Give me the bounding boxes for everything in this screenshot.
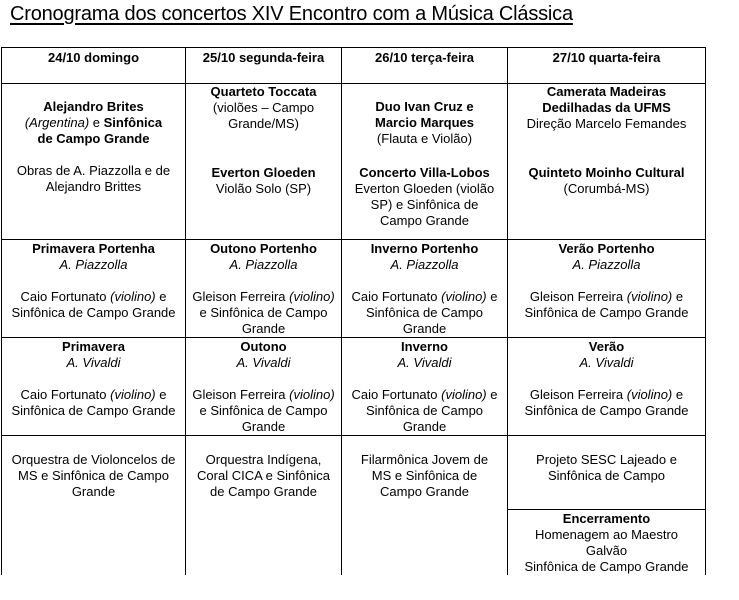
vivaldi-row xyxy=(2,338,706,436)
piece-title: Inverno Portenho xyxy=(370,241,479,256)
concert-cell: Orquestra Indígena, Coral CICA e Sinfônica de Campo Grande xyxy=(186,436,342,576)
performer-desc: (Corumbá-MS) xyxy=(563,180,650,196)
performer-name: Duo Ivan Cruz e Marcio Marques xyxy=(375,99,474,130)
concert-cell: Alejandro Brites (Argentina) e Sinfônica de Campo Grande Obras de A. Piazzolla e de Alejandro Brittes xyxy=(2,84,186,240)
piece-title: Outono Portenho xyxy=(210,241,317,256)
piece-title: Primavera Portenha xyxy=(32,241,155,256)
concert-cell: Projeto SESC Lajeado e Sinfônica de Campo xyxy=(508,436,706,510)
performer-origin: (Argentina) xyxy=(24,115,90,130)
day-header: 24/10 domingo xyxy=(2,48,186,84)
performer-name: Concerto Villa-Lobos xyxy=(359,164,490,180)
performer-name: Alejandro Brites xyxy=(43,99,144,114)
concert-cell xyxy=(342,161,508,240)
composer: A. Vivaldi xyxy=(236,355,291,370)
performer-desc: (violões – Campo Grande/MS) xyxy=(212,100,315,131)
performer-desc: Everton Gloeden (violão SP) e Sinfônica de Campo Grande xyxy=(354,180,495,228)
piece-title: Verão Portenho xyxy=(558,241,655,256)
closing-cell xyxy=(508,510,706,576)
closing-orchestra: Sinfônica de Campo Grande xyxy=(524,559,689,574)
closing-tribute: Homenagem ao Maestro Galvão xyxy=(534,527,679,558)
piece-title: Outono xyxy=(240,339,287,354)
day-header: 26/10 terça-feira xyxy=(342,48,508,84)
composer: A. Piazzolla xyxy=(390,257,459,272)
performer-name: Quarteto Toccata xyxy=(210,84,317,99)
piece-title: Primavera xyxy=(62,339,125,354)
concert-cell xyxy=(508,84,706,161)
partner-name-cont: de Campo Grande xyxy=(37,131,150,146)
concert-cell xyxy=(186,338,342,436)
composer: A. Piazzolla xyxy=(59,257,128,272)
day-header: 27/10 quarta-feira xyxy=(508,48,706,84)
piazzolla-row xyxy=(2,240,706,338)
concert-cell xyxy=(186,161,342,240)
performers: Caio Fortunato (violino) e Sinfônica de Campo Grande xyxy=(351,387,498,434)
performer-desc: Direção Marcelo Femandes xyxy=(526,116,687,131)
concert-cell xyxy=(2,338,186,436)
composer: A. Piazzolla xyxy=(229,257,298,272)
composer: A. Piazzolla xyxy=(572,257,641,272)
program-desc: Obras de A. Piazzolla e de Alejandro Brittes xyxy=(16,163,171,194)
concert-cell: Orquestra de Violoncelos de MS e Sinfônica de Campo Grande xyxy=(2,436,186,576)
composer: A. Vivaldi xyxy=(579,355,634,370)
piece-title: Verão xyxy=(588,339,625,354)
partner-name: Sinfônica xyxy=(103,115,163,130)
concert-cell xyxy=(186,84,342,161)
performers: Gleison Ferreira (violino) e Sinfônica de Campo Grande xyxy=(524,289,689,320)
piece-title: Inverno xyxy=(401,339,448,354)
performers: Gleison Ferreira (violino) e Sinfônica de Campo Grande xyxy=(192,387,335,434)
day-header: 25/10 segunda-feira xyxy=(186,48,342,84)
concert-cell xyxy=(342,84,508,161)
schedule-table xyxy=(1,47,706,575)
performer-desc: (Flauta e Violão) xyxy=(376,131,473,146)
concert-cell: Filarmônica Jovem de MS e Sinfônica de Campo Grande xyxy=(342,436,508,576)
concert-cell xyxy=(508,161,706,240)
concert-cell xyxy=(508,240,706,338)
concert-cell xyxy=(508,338,706,436)
performers: Caio Fortunato (violino) e Sinfônica de Campo Grande xyxy=(11,387,176,418)
final-row xyxy=(2,436,706,510)
performers: Caio Fortunato (violino) e Sinfônica de Campo Grande xyxy=(351,289,498,336)
performer-desc: Violão Solo (SP) xyxy=(215,180,312,196)
performer-name: Everton Gloeden xyxy=(211,164,316,180)
page-title: Cronograma dos concertos XIV Encontro com a Música Clássica xyxy=(10,3,573,25)
closing-title: Encerramento xyxy=(562,511,651,526)
composer: A. Vivaldi xyxy=(397,355,452,370)
performers: Caio Fortunato (violino) e Sinfônica de Campo Grande xyxy=(11,289,176,320)
performers: Gleison Ferreira (violino) e Sinfônica de Campo Grande xyxy=(524,387,689,418)
performer-name: Camerata Madeiras Dedilhadas da UFMS xyxy=(542,84,671,115)
concert-cell xyxy=(342,338,508,436)
concert-cell xyxy=(2,240,186,338)
performers: Gleison Ferreira (violino) e Sinfônica de Campo Grande xyxy=(192,289,335,336)
header-row xyxy=(2,48,706,84)
concert-cell xyxy=(186,240,342,338)
concert-cell xyxy=(342,240,508,338)
composer: A. Vivaldi xyxy=(66,355,121,370)
performer-name: Quinteto Moinho Cultural xyxy=(528,164,685,180)
